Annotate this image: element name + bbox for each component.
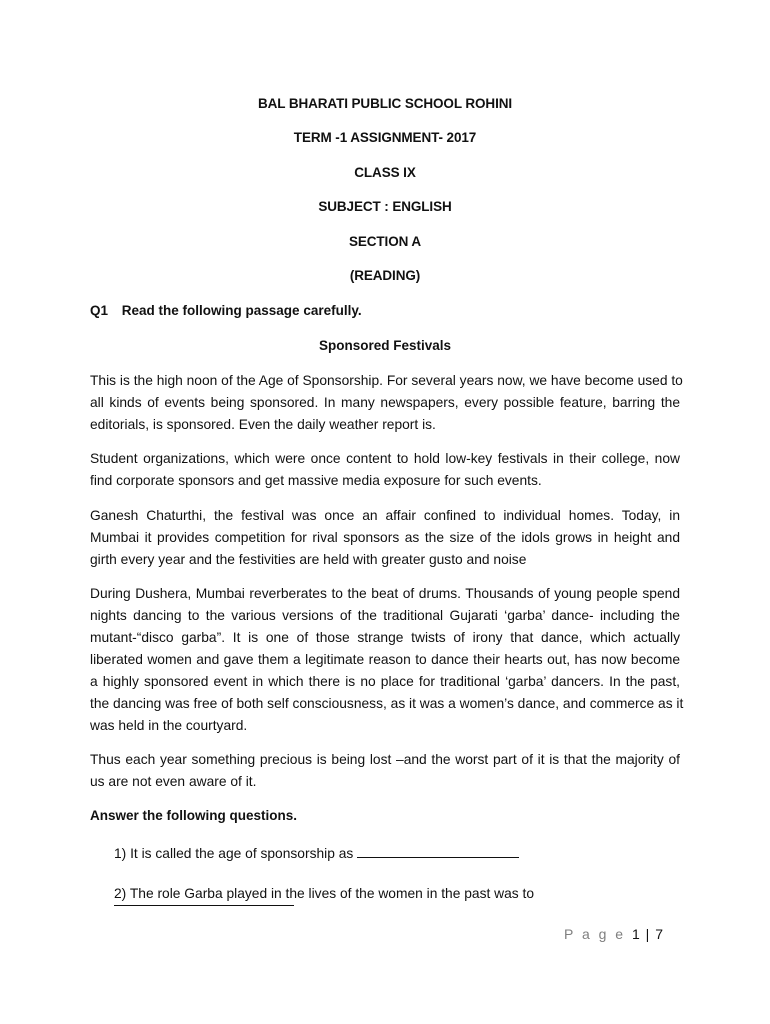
question-heading: [90, 303, 362, 318]
paragraph-line: the dancing was free of both self consciousness, as it was a women’s dance, and commerce as it: [90, 696, 684, 711]
paragraph-line: This is the high noon of the Age of Sponsorship. For several years now, we have become used to: [90, 373, 683, 388]
term-title: TERM -1 ASSIGNMENT- 2017: [293, 130, 477, 145]
page-number: [564, 926, 664, 942]
section-type: (READING): [349, 268, 421, 283]
paragraph-line: us are not even aware of it.: [90, 774, 257, 789]
paragraph-line: girth every year and the festivities are held with greater gusto and noise: [90, 552, 527, 567]
passage-paragraph: [90, 749, 680, 793]
paragraph-line: a highly sponsored event in which there is no place for traditional ‘garba’ dancers. In the past,: [90, 674, 680, 689]
paragraph-line: all kinds of events being sponsored. In many newspapers, every possible feature, barring the: [90, 395, 680, 410]
paragraph-line: editorials, is sponsored. Even the daily weather report is.: [90, 417, 436, 432]
paragraph-line: Student organizations, which were once content to hold low-key festivals in their college, now: [90, 451, 680, 466]
passage-paragraph: [90, 583, 684, 737]
section-title: SECTION A: [348, 234, 422, 249]
school-name: BAL BHARATI PUBLIC SCHOOL ROHINI: [257, 96, 513, 111]
question-text: 1) It is called the age of sponsorship as: [114, 846, 354, 861]
paragraph-line: During Dushera, Mumbai reverberates to the beat of drums. Thousands of young people spend: [90, 586, 680, 601]
answer-question-1: [114, 843, 519, 861]
answer-blank[interactable]: [357, 843, 519, 858]
answer-question-2: 2) The role Garba played in the lives of the women in the past was to: [114, 886, 535, 901]
question-number: Q1: [90, 303, 109, 318]
subject-title: SUBJECT : ENGLISH: [318, 199, 452, 214]
paragraph-line: liberated women and gave them a legitimate reason to dance their hearts out, has now become: [90, 652, 680, 667]
page-label: P a g e: [563, 926, 626, 942]
paragraph-line: was held in the courtyard.: [90, 718, 248, 733]
passage-title: Sponsored Festivals: [318, 338, 452, 353]
paragraph-line: nights dancing to the various versions of the traditional Gujarati ‘garba’ dance- including the: [90, 608, 680, 623]
paragraph-line: Thus each year something precious is being lost –and the worst part of it is that the majority of: [90, 752, 680, 767]
paragraph-line: mutant-“disco garba”. It is one of those strange twists of irony that dance, which actually: [90, 630, 680, 645]
paragraph-line: Ganesh Chaturthi, the festival was once an affair confined to individual homes. Today, in: [90, 508, 680, 523]
paragraph-line: find corporate sponsors and get massive media exposure for such events.: [90, 473, 542, 488]
passage-paragraph: [90, 370, 683, 436]
question-instruction: Read the following passage carefully.: [121, 303, 362, 318]
class-title: CLASS IX: [354, 165, 416, 180]
page-num: 1 | 7: [632, 926, 664, 942]
answer-blank[interactable]: [114, 905, 294, 906]
passage-paragraph: [90, 505, 680, 571]
passage-paragraph: [90, 448, 680, 492]
answer-heading: Answer the following questions.: [90, 808, 298, 823]
paragraph-line: Mumbai it provides competition for rival sponsors as the size of the idols grows in height and: [90, 530, 680, 545]
